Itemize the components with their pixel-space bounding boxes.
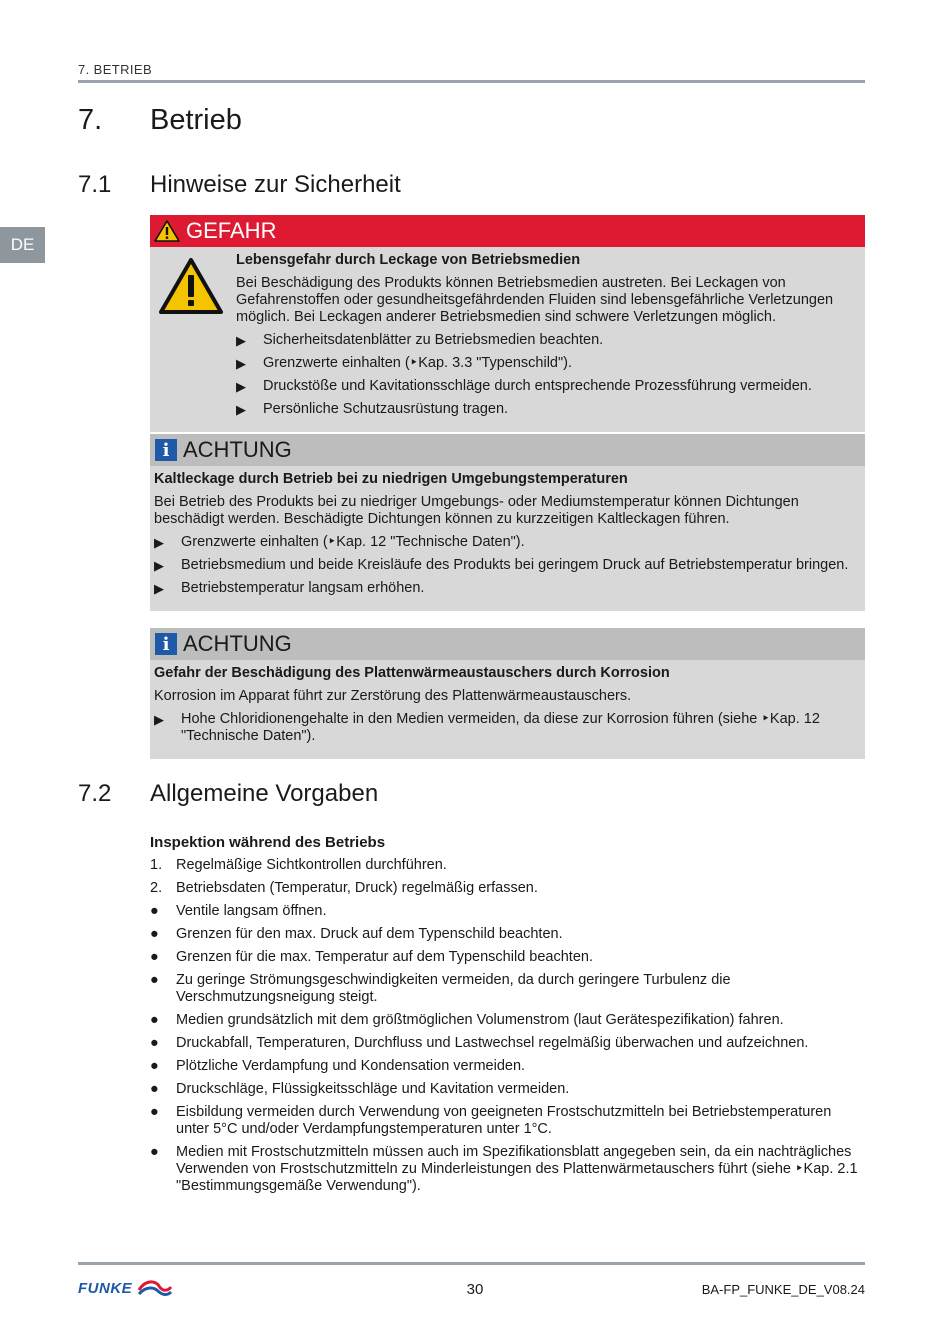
list-item-text: Betriebsdaten (Temperatur, Druck) regelmäßig erfassen.: [176, 880, 538, 896]
list-item: [150, 972, 865, 1006]
list-item-text: Medien mit Frostschutzmitteln müssen auch im Spezifikationsblatt angegeben sein, da ein nachträgliches Verwenden von Frostschutzmitteln zu Minderleistungen des Plattenwärmetauschers führt (siehe ‣Kap. 2.1 "Bestimmungsgemäße Verwendung").: [176, 1144, 858, 1194]
notice-text: Korrosion im Apparat führt zur Zerstörung des Plattenwärmeaustauschers.: [154, 688, 632, 704]
list-marker: ●: [150, 1012, 159, 1028]
list-item: [150, 1144, 865, 1195]
list-marker: 2.: [150, 880, 163, 896]
section-heading-7-2: [78, 780, 378, 808]
danger-bullet: ▶ Persönliche Schutzausrüstung tragen.: [236, 401, 861, 418]
list-item-text: Grenzen für die max. Temperatur auf dem Typenschild beachten.: [176, 949, 593, 965]
notice-header: [150, 628, 865, 660]
list-item: [150, 1081, 865, 1098]
section-number: 7.2: [78, 780, 112, 807]
notice-label: ACHTUNG: [183, 631, 292, 656]
document-id: BA-FP_FUNKE_DE_V08.24: [701, 1282, 865, 1297]
notice-box-corrosion: [150, 628, 865, 759]
list-marker: ●: [150, 903, 159, 919]
header-rule: [78, 80, 865, 83]
list-item-text: Plötzliche Verdampfung und Kondensation vermeiden.: [176, 1058, 526, 1074]
chapter-number: 7.: [78, 104, 103, 136]
notice-text: Bei Betrieb des Produkts bei zu niedriger Umgebungs- oder Mediumstemperatur können Dichtungen beschädigt werden. Beschädigte Dichtungen können zu kurzzeitigen Kaltleckagen führen.: [154, 494, 799, 527]
danger-bullet: ▶ Druckstöße und Kavitationsschläge durch entsprechende Prozessführung vermeiden.: [236, 378, 861, 395]
notice-header: [150, 434, 865, 466]
info-icon: i: [155, 633, 177, 655]
notice-label: ACHTUNG: [183, 437, 292, 462]
footer-rule: [78, 1262, 865, 1265]
list-item: [150, 880, 865, 897]
list-item-text: Druckschläge, Flüssigkeitsschläge und Kavitation vermeiden.: [176, 1081, 570, 1097]
danger-text: Bei Beschädigung des Produkts können Betriebsmedien austreten. Bei Leckagen von Gefahrenstoffen oder gesundheitsgefährdenden Fluiden sind lebensgefährliche Verletzungen möglich. Bei Leckagen anderer Betriebsmedien sind schwere Verletzungen möglich.: [236, 275, 834, 325]
list-marker: ●: [150, 1081, 159, 1097]
info-icon: i: [155, 439, 177, 461]
danger-label: GEFAHR: [186, 218, 277, 243]
list-item: [150, 903, 865, 920]
chapter-title-text: Betrieb: [150, 104, 242, 136]
list-item-text: Regelmäßige Sichtkontrollen durchführen.: [176, 857, 447, 873]
warning-icon: [154, 220, 180, 242]
list-item: [150, 1104, 865, 1138]
section-number: 7.1: [78, 171, 112, 198]
running-head: 7. BETRIEB: [78, 62, 153, 77]
page-number: 30: [466, 1281, 484, 1298]
list-item-text: Ventile langsam öffnen.: [176, 903, 327, 919]
inspection-heading: Inspektion während des Betriebs: [150, 834, 386, 851]
list-item: [150, 1035, 865, 1052]
list-marker: 1.: [150, 857, 163, 873]
language-tab: DE: [0, 227, 45, 263]
list-marker: ●: [150, 972, 159, 988]
logo-text: FUNKE: [78, 1279, 133, 1297]
list-item: [150, 949, 865, 966]
notice-title: Kaltleckage durch Betrieb bei zu niedrigen Umgebungstemperaturen: [154, 471, 628, 487]
notice-body: [150, 466, 865, 611]
danger-body: [150, 247, 865, 432]
notice-bullet: ▶ Betriebsmedium und beide Kreisläufe des Produkts bei geringem Druck auf Betriebstemperatur bringen.: [154, 557, 861, 574]
list-item-text: Druckabfall, Temperaturen, Durchfluss und Lastwechsel regelmäßig überwachen und aufzeichnen.: [176, 1035, 809, 1051]
list-item: [150, 926, 865, 943]
list-item: [150, 1012, 865, 1029]
notice-body: [150, 660, 865, 759]
notice-bullet: ▶ Betriebstemperatur langsam erhöhen.: [154, 580, 861, 597]
list-item-text: Zu geringe Strömungsgeschwindigkeiten vermeiden, da durch geringere Turbulenz die Verschmutzungsneigung steigt.: [176, 972, 731, 1005]
list-marker: ●: [150, 1058, 159, 1074]
list-item-text: Medien grundsätzlich mit dem größtmöglichen Volumenstrom (laut Gerätespezifikation) fahren.: [176, 1012, 784, 1028]
list-item-text: Grenzen für den max. Druck auf dem Typenschild beachten.: [176, 926, 563, 942]
list-item: [150, 1058, 865, 1075]
chapter-title: [78, 104, 242, 137]
list-marker: ●: [150, 1035, 159, 1051]
danger-box: [150, 215, 865, 432]
notice-box-cold-leak: [150, 434, 865, 611]
inspection-list: [150, 857, 865, 1201]
list-item: [150, 857, 865, 874]
danger-header: [150, 215, 865, 247]
notice-bullet: ▶ Grenzwerte einhalten (‣Kap. 12 "Technische Daten").: [154, 534, 861, 551]
list-marker: ●: [150, 949, 159, 965]
notice-title: Gefahr der Beschädigung des Plattenwärmeaustauschers durch Korrosion: [154, 665, 670, 681]
section-title: Allgemeine Vorgaben: [150, 780, 379, 807]
list-marker: ●: [150, 926, 159, 942]
section-title: Hinweise zur Sicherheit: [150, 171, 401, 198]
warning-icon: [158, 257, 224, 315]
notice-bullet: ▶ Hohe Chloridionengehalte in den Medien vermeiden, da diese zur Korrosion führen (siehe ‣Kap. 12 "Technische Daten").: [154, 711, 861, 745]
danger-bullet: ▶ Grenzwerte einhalten (‣Kap. 3.3 "Typenschild").: [236, 355, 861, 372]
list-marker: ●: [150, 1144, 159, 1160]
list-item-text: Eisbildung vermeiden durch Verwendung von geeigneten Frostschutzmitteln bei Betriebstemperaturen unter 5°C und/oder Verdampfungstemperaturen unter 1°C.: [176, 1104, 832, 1137]
list-marker: ●: [150, 1104, 159, 1120]
danger-title: Lebensgefahr durch Leckage von Betriebsmedien: [236, 252, 581, 268]
danger-bullet: ▶ Sicherheitsdatenblätter zu Betriebsmedien beachten.: [236, 332, 861, 349]
section-heading-7-1: [78, 171, 401, 199]
